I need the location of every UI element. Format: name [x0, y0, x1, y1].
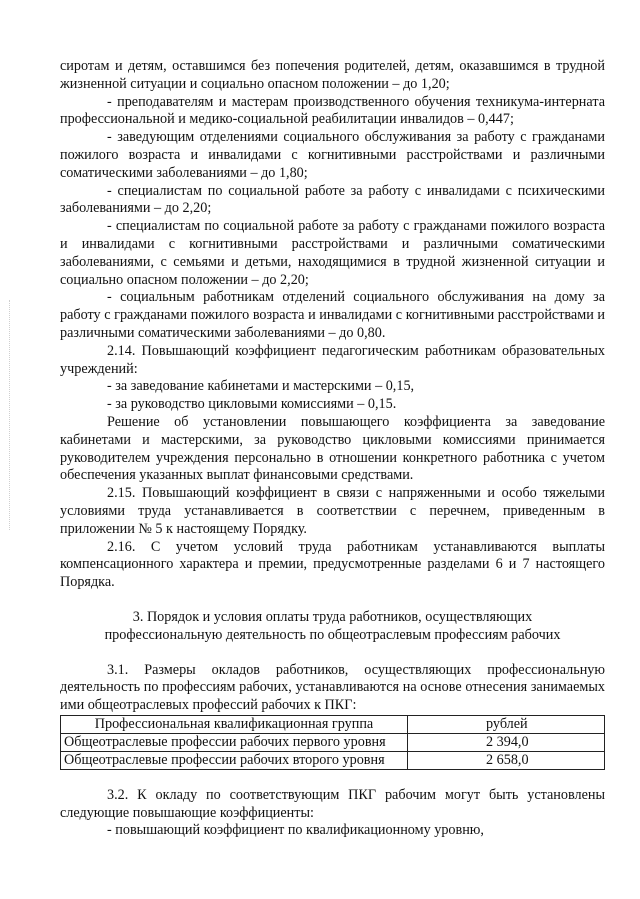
table-cell: Общеотраслевые профессии рабочих второго уровня [61, 751, 408, 769]
paragraph-2-15: 2.15. Повышающий коэффициент в связи с напряженными и особо тяжелыми условиями труда устанавливается в соответствии с перечнем, приведенным в приложении № 5 к настоящему Порядку. [60, 485, 605, 537]
document-page [60, 58, 605, 840]
list-item: - за руководство цикловыми комиссиями – 0,15. [107, 396, 397, 413]
section-heading-line1: 3. Порядок и условия оплаты труда работников, осуществляющих [132, 608, 533, 625]
table-header-row [61, 715, 605, 733]
paragraph-2-14: 2.14. Повышающий коэффициент педагогическим работникам образовательных учреждений: [60, 342, 605, 377]
table-row [61, 733, 605, 751]
list-item: - социальным работникам отделений социального обслуживания на дому за работу с гражданами пожилого возраста и инвалидами с когнитивными расстройствами и различными соматическими заболеваниями – до 0,80. [60, 289, 605, 341]
table-header-cell: рублей [408, 715, 605, 733]
list-item: - повышающий коэффициент по квалификационному уровню, [107, 822, 484, 839]
list-item: - заведующим отделениями социального обслуживания за работу с гражданами пожилого возраста и инвалидами с когнитивными расстройствами и различными соматическими заболеваниями – до 1,80; [60, 129, 605, 181]
table-cell: 2 658,0 [408, 751, 605, 769]
table-cell: Общеотраслевые профессии рабочих первого уровня [61, 733, 408, 751]
section-heading-line2: профессиональную деятельность по общеотраслевым профессиям рабочих [104, 626, 561, 643]
paragraph-3-1: 3.1. Размеры окладов работников, осуществляющих профессиональную деятельность по профессиям рабочих, устанавливаются на основе отнесения занимаемых ими общеотраслевых профессий рабочих к ПКГ: [60, 661, 605, 714]
list-item: - за заведование кабинетами и мастерскими – 0,15, [107, 378, 415, 395]
paragraph: сиротам и детям, оставшимся без попечения родителей, детям, оказавшимся в трудной жизненной ситуации и социально опасном положении – до 1,20; [60, 58, 605, 92]
paragraph-2-16: 2.16. С учетом условий труда работникам устанавливаются выплаты компенсационного характера и премии, предусмотренные разделами 6 и 7 настоящего Порядка. [60, 538, 605, 591]
table-row [61, 751, 605, 769]
paragraph-3-2: 3.2. К окладу по соответствующим ПКГ рабочим могут быть установлены следующие повышающие коэффициенты: [60, 786, 605, 821]
pkg-salary-table [60, 715, 605, 770]
table-cell: 2 394,0 [408, 733, 605, 751]
list-item: - специалистам по социальной работе за работу с инвалидами с психическими заболеваниями – до 2,20; [60, 182, 605, 217]
list-item: - специалистам по социальной работе за работу с гражданами пожилого возраста и инвалидами с когнитивными расстройствами и различными соматическими заболеваниями, с семьями и детьми, находящимися в трудной жизненной ситуации и социально опасном положении – до 2,20; [60, 218, 605, 288]
paragraph: Решение об установлении повышающего коэффициента за заведование кабинетами и мастерскими, за руководство цикловыми комиссиями принимается руководителем учреждения персонально в отношении конкретного работника с учетом обеспечения указанных выплат финансовыми средствами. [60, 413, 605, 484]
margin-dotted-line [9, 300, 11, 530]
list-item: - преподавателям и мастерам производственного обучения техникума-интерната профессиональной и медико-социальной реабилитации инвалидов – 0,447; [60, 93, 605, 128]
table-header-cell: Профессиональная квалификационная группа [61, 715, 408, 733]
